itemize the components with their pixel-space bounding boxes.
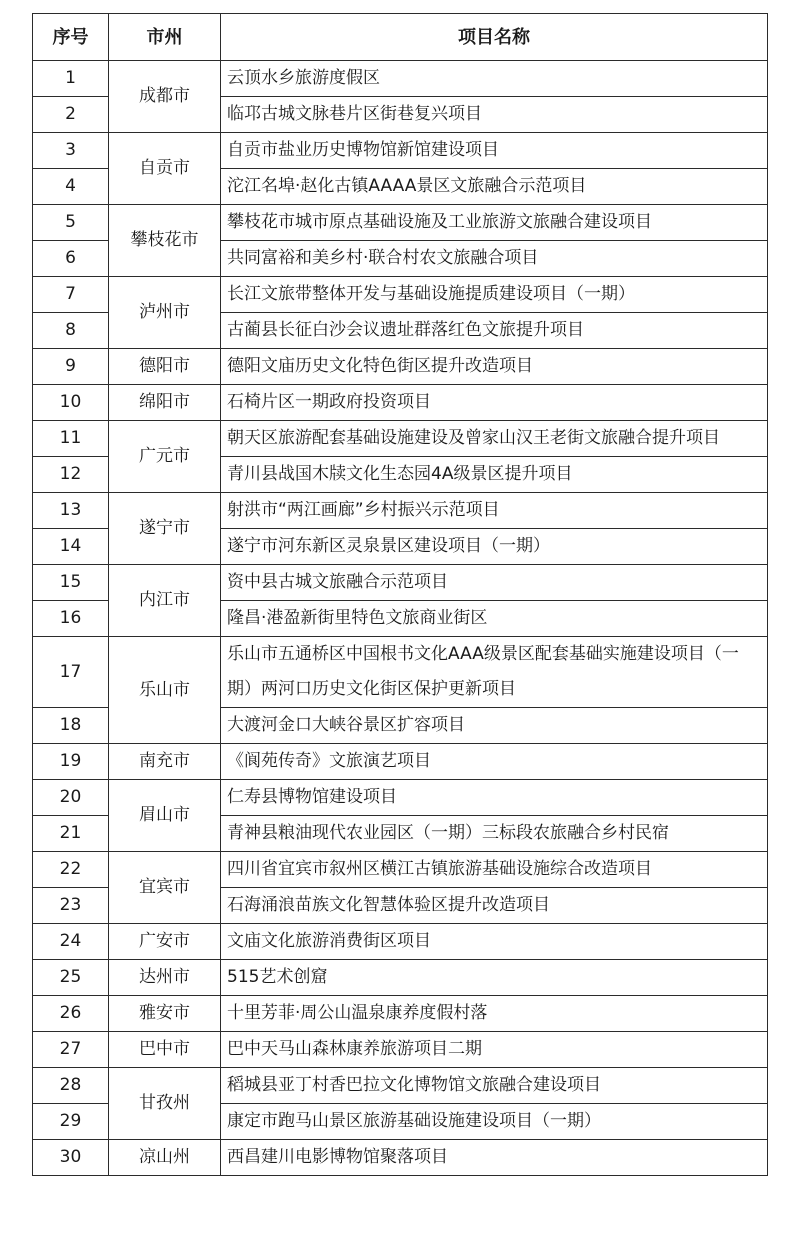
table-row [33, 1140, 768, 1176]
project-name-cell: 攀枝花市城市原点基础设施及工业旅游文旅融合建设项目 [221, 205, 768, 241]
header-name: 项目名称 [221, 14, 768, 61]
table-row [33, 960, 768, 996]
row-number: 17 [33, 637, 109, 708]
project-name-cell: 自贡市盐业历史博物馆新馆建设项目 [221, 133, 768, 169]
city-cell: 内江市 [109, 565, 221, 637]
city-cell: 甘孜州 [109, 1068, 221, 1140]
project-name-cell: 古蔺县长征白沙会议遗址群落红色文旅提升项目 [221, 313, 768, 349]
project-name-cell: 青川县战国木牍文化生态园4A级景区提升项目 [221, 457, 768, 493]
row-number: 12 [33, 457, 109, 493]
project-name-cell: 资中县古城文旅融合示范项目 [221, 565, 768, 601]
row-number: 2 [33, 97, 109, 133]
row-number: 1 [33, 61, 109, 97]
row-number: 23 [33, 888, 109, 924]
row-number: 20 [33, 780, 109, 816]
city-cell: 广安市 [109, 924, 221, 960]
header-row [33, 14, 768, 61]
row-number: 14 [33, 529, 109, 565]
project-name-cell: 德阳文庙历史文化特色街区提升改造项目 [221, 349, 768, 385]
row-number: 25 [33, 960, 109, 996]
table-row [33, 133, 768, 169]
table-row [33, 637, 768, 708]
row-number: 27 [33, 1032, 109, 1068]
table-row [33, 61, 768, 97]
row-number: 28 [33, 1068, 109, 1104]
table-row [33, 996, 768, 1032]
row-number: 30 [33, 1140, 109, 1176]
row-number: 24 [33, 924, 109, 960]
table-row [33, 349, 768, 385]
project-name-cell: 十里芳菲·周公山温泉康养度假村落 [221, 996, 768, 1032]
row-number: 16 [33, 601, 109, 637]
city-cell: 德阳市 [109, 349, 221, 385]
row-number: 7 [33, 277, 109, 313]
city-cell: 达州市 [109, 960, 221, 996]
city-cell: 宜宾市 [109, 852, 221, 924]
project-name-cell: 仁寿县博物馆建设项目 [221, 780, 768, 816]
project-name-cell: 隆昌·港盈新街里特色文旅商业街区 [221, 601, 768, 637]
project-name-cell: 共同富裕和美乡村·联合村农文旅融合项目 [221, 241, 768, 277]
project-name-cell: 石海涌浪苗族文化智慧体验区提升改造项目 [221, 888, 768, 924]
row-number: 3 [33, 133, 109, 169]
table-row [33, 565, 768, 601]
city-cell: 成都市 [109, 61, 221, 133]
table-row [33, 493, 768, 529]
project-name-cell: 云顶水乡旅游度假区 [221, 61, 768, 97]
table-row [33, 1032, 768, 1068]
project-name-cell: 巴中天马山森林康养旅游项目二期 [221, 1032, 768, 1068]
table-row [33, 744, 768, 780]
project-name-cell: 稻城县亚丁村香巴拉文化博物馆文旅融合建设项目 [221, 1068, 768, 1104]
project-name-cell: 临邛古城文脉巷片区街巷复兴项目 [221, 97, 768, 133]
header-num: 序号 [33, 14, 109, 61]
city-cell: 绵阳市 [109, 385, 221, 421]
project-name-cell: 长江文旅带整体开发与基础设施提质建设项目（一期） [221, 277, 768, 313]
row-number: 15 [33, 565, 109, 601]
city-cell: 雅安市 [109, 996, 221, 1032]
city-cell: 眉山市 [109, 780, 221, 852]
project-name-cell: 西昌建川电影博物馆聚落项目 [221, 1140, 768, 1176]
city-cell: 南充市 [109, 744, 221, 780]
project-name-cell: 文庙文化旅游消费街区项目 [221, 924, 768, 960]
row-number: 26 [33, 996, 109, 1032]
city-cell: 自贡市 [109, 133, 221, 205]
city-cell: 凉山州 [109, 1140, 221, 1176]
project-name-cell: 四川省宜宾市叙州区横江古镇旅游基础设施综合改造项目 [221, 852, 768, 888]
project-name-cell: 515艺术创窟 [221, 960, 768, 996]
project-table [32, 13, 768, 1176]
row-number: 8 [33, 313, 109, 349]
project-name-cell: 朝天区旅游配套基础设施建设及曾家山汉王老街文旅融合提升项目 [221, 421, 768, 457]
row-number: 19 [33, 744, 109, 780]
project-name-cell: 康定市跑马山景区旅游基础设施建设项目（一期） [221, 1104, 768, 1140]
table-row [33, 421, 768, 457]
project-name-cell: 沱江名埠·赵化古镇AAAA景区文旅融合示范项目 [221, 169, 768, 205]
table-row [33, 780, 768, 816]
row-number: 18 [33, 708, 109, 744]
city-cell: 遂宁市 [109, 493, 221, 565]
project-name-cell: 射洪市“两江画廊”乡村振兴示范项目 [221, 493, 768, 529]
table-row [33, 205, 768, 241]
row-number: 29 [33, 1104, 109, 1140]
project-name-cell: 大渡河金口大峡谷景区扩容项目 [221, 708, 768, 744]
row-number: 5 [33, 205, 109, 241]
row-number: 6 [33, 241, 109, 277]
city-cell: 广元市 [109, 421, 221, 493]
project-name-cell: 《阆苑传奇》文旅演艺项目 [221, 744, 768, 780]
table-body [33, 61, 768, 1176]
table-row [33, 924, 768, 960]
row-number: 11 [33, 421, 109, 457]
project-name-cell: 青神县粮油现代农业园区（一期）三标段农旅融合乡村民宿 [221, 816, 768, 852]
row-number: 21 [33, 816, 109, 852]
table-row [33, 852, 768, 888]
row-number: 10 [33, 385, 109, 421]
table-row [33, 385, 768, 421]
row-number: 4 [33, 169, 109, 205]
table-row [33, 277, 768, 313]
table-row [33, 1068, 768, 1104]
city-cell: 攀枝花市 [109, 205, 221, 277]
project-name-cell: 石椅片区一期政府投资项目 [221, 385, 768, 421]
header-city: 市州 [109, 14, 221, 61]
row-number: 9 [33, 349, 109, 385]
row-number: 13 [33, 493, 109, 529]
project-name-cell: 遂宁市河东新区灵泉景区建设项目（一期） [221, 529, 768, 565]
city-cell: 巴中市 [109, 1032, 221, 1068]
city-cell: 乐山市 [109, 637, 221, 744]
project-name-cell: 乐山市五通桥区中国根书文化AAA级景区配套基础实施建设项目（一期）两河口历史文化街区保护更新项目 [221, 637, 768, 708]
row-number: 22 [33, 852, 109, 888]
city-cell: 泸州市 [109, 277, 221, 349]
